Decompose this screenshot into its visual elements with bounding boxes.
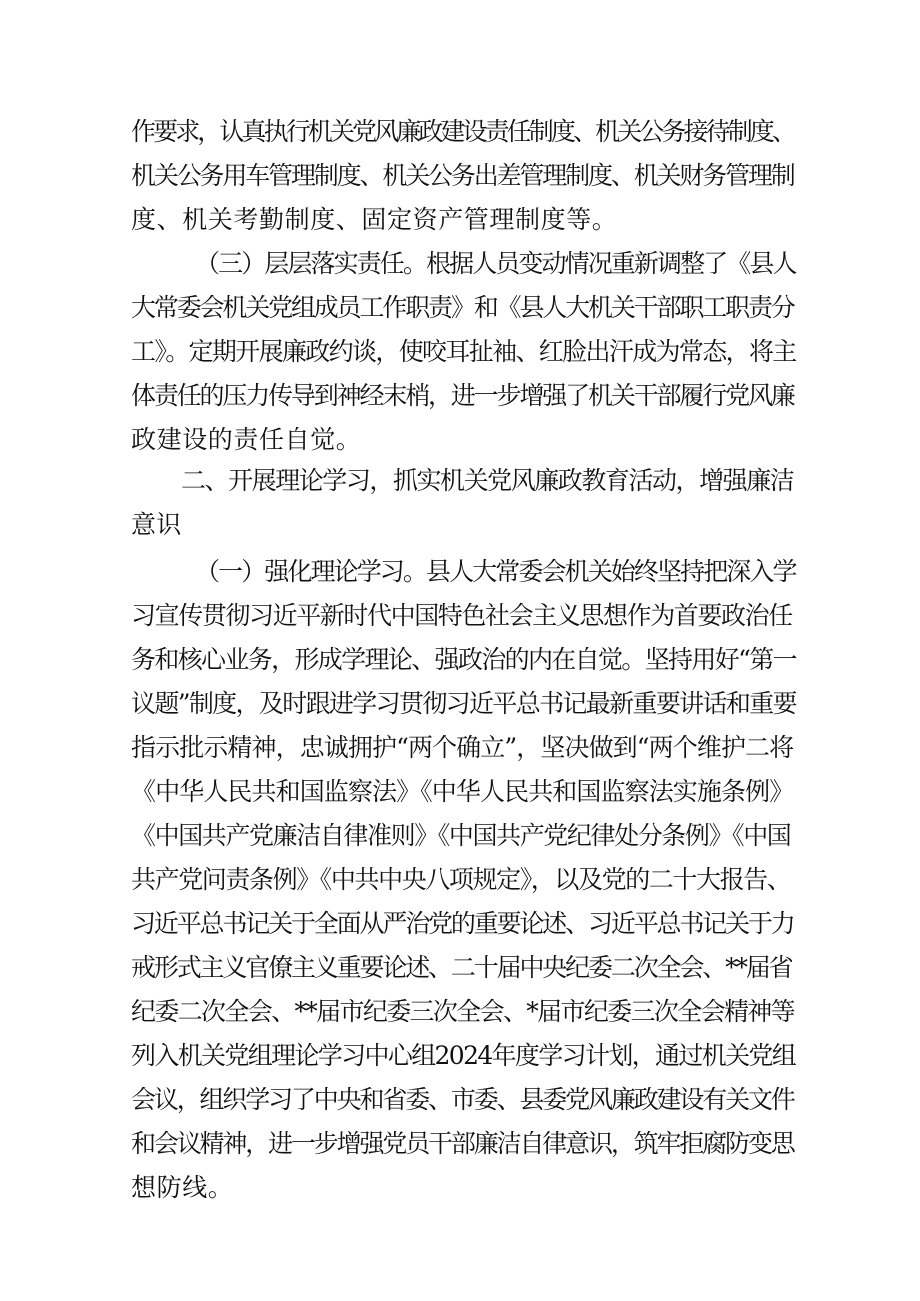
section-heading: 意识 bbox=[131, 510, 182, 539]
paragraph-line: 作要求，认真执行机关党风廉政建设责任制度、机关公务接待制度、 bbox=[131, 117, 795, 146]
paragraph-line: 《中国共产党廉洁自律准则》《中国共产党纪律处分条例》《中国 bbox=[131, 821, 791, 850]
paragraph-line: 共产党问责条例》《中共中央八项规定》，以及党的二十大报告、 bbox=[131, 865, 791, 894]
paragraph-line: 纪委二次全会、**届市纪委三次全会、*届市纪委三次全会精神等 bbox=[131, 997, 795, 1026]
paragraph-line: 工》。定期开展廉政约谈，使咬耳扯袖、红脸出汗成为常态，将主 bbox=[131, 337, 796, 366]
paragraph-line: 大常委会机关党组成员工作职责》和《县人大机关干部职工职责分 bbox=[131, 293, 794, 322]
paragraph-line: 体责任的压力传导到神经末梢，进一步增强了机关干部履行党风廉 bbox=[131, 381, 794, 410]
paragraph-line: 想防线。 bbox=[131, 1173, 234, 1202]
paragraph-line: 戒形式主义官僚主义重要论述、二十届中央纪委二次全会、**届省 bbox=[131, 953, 792, 982]
paragraph-line: （三）层层落实责任。根据人员变动情况重新调整了《县人 bbox=[195, 249, 796, 278]
paragraph-line: 习宣传贯彻习近平新时代中国特色社会主义思想作为首要政治任 bbox=[131, 601, 792, 630]
paragraph-line: 议题”制度，及时跟进学习贯彻习近平总书记最新重要讲话和重要 bbox=[131, 689, 796, 718]
paragraph-line: 和会议精神，进一步增强党员干部廉洁自律意识，筑牢拒腐防变思 bbox=[131, 1129, 794, 1158]
paragraph-line: 机关公务用车管理制度、机关公务出差管理制度、机关财务管理制 bbox=[131, 161, 794, 190]
paragraph-line: 指示批示精神，忠诚拥护“两个确立”，坚决做到“两个维护二将 bbox=[131, 733, 794, 762]
section-heading: 二、开展理论学习，抓实机关党风廉政教育活动，增强廉洁 bbox=[181, 466, 794, 495]
paragraph-line: 习近平总书记关于全面从严治党的重要论述、习近平总书记关于力 bbox=[131, 909, 794, 938]
paragraph-line: 会议，组织学习了中央和省委、市委、县委党风廉政建设有关文件 bbox=[131, 1085, 794, 1114]
paragraph-line: 政建设的责任自觉。 bbox=[131, 425, 362, 454]
paragraph-line: 务和核心业务，形成学理论、强政治的内在自觉。坚持用好“第一 bbox=[131, 645, 796, 674]
paragraph-line: （一）强化理论学习。县人大常委会机关始终坚持把深入学 bbox=[195, 557, 796, 586]
paragraph-line: 度、机关考勤制度、固定资产管理制度等。 bbox=[131, 205, 618, 234]
paragraph-line: 列入机关党组理论学习中心组2024年度学习计划，通过机关党组 bbox=[131, 1041, 796, 1070]
paragraph-line: 《中华人民共和国监察法》《中华人民共和国监察法实施条例》 bbox=[131, 777, 794, 806]
